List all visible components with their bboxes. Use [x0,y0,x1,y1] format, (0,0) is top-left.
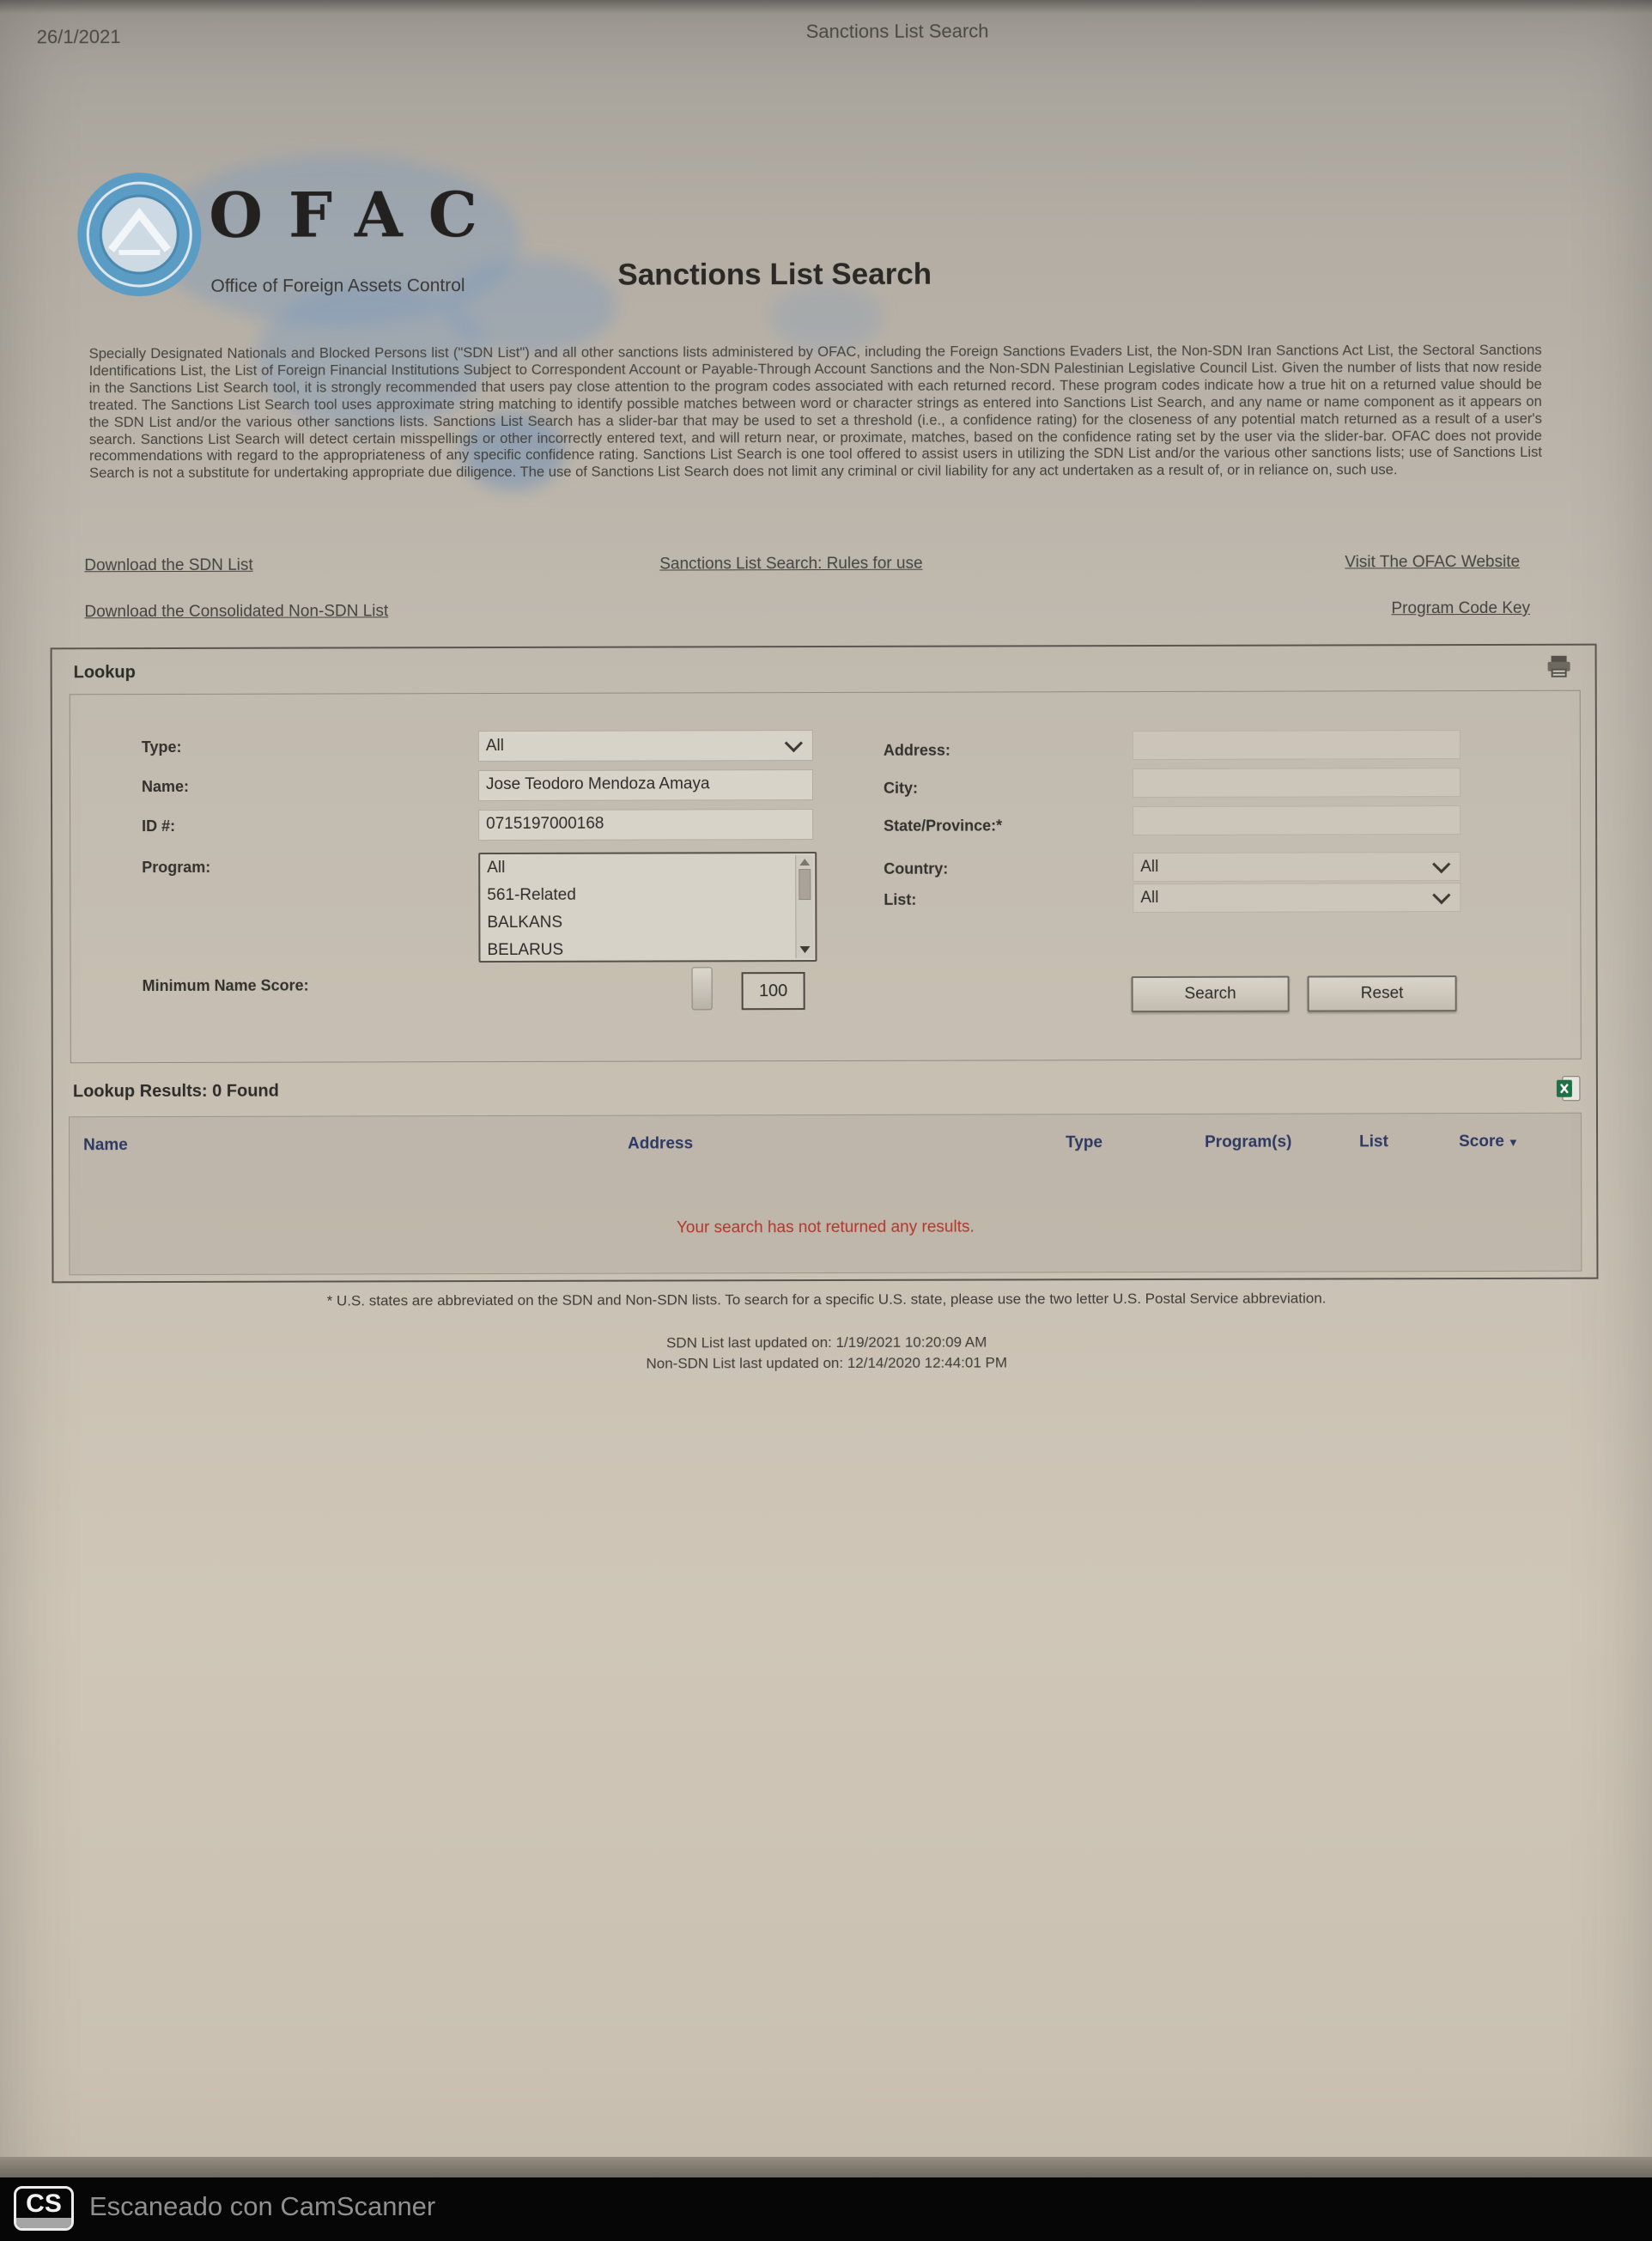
link-download-consolidated-non-sdn[interactable]: Download the Consolidated Non-SDN List [84,602,389,622]
program-option[interactable]: BELARUS [487,940,564,960]
chevron-down-icon [1432,855,1450,873]
id-label: ID #: [142,817,176,835]
column-header-score[interactable] [1459,1133,1519,1151]
chevron-down-icon [785,733,803,751]
non-sdn-last-updated: Non-SDN List last updated on: 12/14/2020 12:44:01 PM [646,1354,1008,1372]
address-label: Address: [883,741,951,759]
program-option[interactable]: All [487,858,506,878]
ofac-logo-subtitle: Office of Foreign Assets Control [210,276,465,296]
list-select[interactable] [1133,883,1461,913]
link-rules-for-use[interactable]: Sanctions List Search: Rules for use [659,554,923,574]
link-visit-ofac-website[interactable]: Visit The OFAC Website [1345,552,1521,572]
scan-page-title: Sanctions List Search [805,20,989,43]
country-label: Country: [884,859,949,878]
city-label: City: [883,779,919,797]
sort-descending-icon: ▼ [1507,1135,1519,1149]
column-header-address[interactable]: Address [628,1134,694,1153]
program-listbox-scrollbar[interactable] [795,855,813,958]
reset-button[interactable]: Reset [1308,975,1457,1011]
intro-paragraph: Specially Designated Nationals and Blocked Persons list ("SDN List") and all other sanctions lists administered by OFAC, including the Foreign Sanctions Evaders List, the Non-SDN Iran Sanctions Act List, the Sectoral Sanctions Identifications List, the List of Foreign Financial Institutions Subject to Correspondent Account or Payable-Through Account Sanctions and the Non-SDN Palestinian Legislative Council List. Given the number of lists that now reside in the Sanctions List Search tool, it is strongly recommended that users pay close attention to the program codes associated with each returned record. These program codes indicate how a true hit on a returned value should be treated. The Sanctions List Search tool uses approximate string matching to identify possible matches between word or character strings as entered into Sanctions List Search, and any name or name component as it appears on the SDN List and/or the various other sanctions lists. Sanctions List Search has a slider-bar that may be used to set a threshold (i.e., a confidence rating) for the closeness of any potential match returned as a result of a user's search. Sanctions List Search will detect certain misspellings or other incorrectly entered text, and will return near, or proximate, matches, based on the confidence rating set by the user via the slider-bar. OFAC does not provide recommendations with regard to the appropriateness of any specific confidence rating. Sanctions List Search is one tool offered to assist users in utilizing the SDN List and/or the various other sanctions lists; use of Sanctions List Search is not a substitute for undertaking appropriate due diligence. The use of Sanctions List Search does not limit any criminal or civil liability for any act undertaken as a result of, or in reliance on, such use. [88,341,1542,482]
id-input[interactable]: 0715197000168 [478,809,813,841]
scan-bottom-edge [0,2157,1652,2177]
camscanner-logo-base [16,2218,71,2228]
states-abbreviation-note: * U.S. states are abbreviated on the SDN and Non-SDN lists. To search for a specific U.S. state, please use the two letter U.S. Postal Service abbreviation. [326,1290,1327,1309]
treasury-seal-logo [75,170,203,299]
program-option[interactable]: BALKANS [487,913,563,932]
page-title: Sanctions List Search [617,257,932,292]
program-option[interactable]: 561-Related [487,885,576,905]
worldmap-watermark [770,283,882,352]
name-input[interactable]: Jose Teodoro Mendoza Amaya [478,769,813,801]
camscanner-logo-text: CS [26,2189,62,2218]
state-province-input[interactable] [1133,805,1461,835]
scroll-down-icon[interactable] [799,946,810,953]
country-select-value: All [1140,857,1159,877]
column-header-list[interactable]: List [1359,1133,1388,1151]
program-listbox[interactable] [478,852,817,963]
lookup-results-title: Lookup Results: 0 Found [72,1081,279,1102]
no-results-message: Your search has not returned any results. [676,1218,975,1237]
camscanner-label: Escaneado con CamScanner [89,2191,436,2221]
scan-edge-shadow [0,0,1652,14]
name-label: Name: [141,777,190,796]
name-score-slider[interactable] [692,967,713,1010]
minimum-name-score-label: Minimum Name Score: [142,976,309,995]
scan-date: 26/1/2021 [36,26,121,48]
lookup-title: Lookup [73,663,136,683]
column-header-type[interactable]: Type [1066,1133,1103,1152]
column-header-programs[interactable]: Program(s) [1205,1133,1292,1151]
address-input[interactable] [1133,730,1461,760]
scrollbar-thumb[interactable] [799,869,811,900]
print-icon[interactable] [1545,654,1574,680]
sdn-last-updated: SDN List last updated on: 1/19/2021 10:20:09 AM [665,1333,987,1351]
results-table [69,1113,1582,1276]
list-label: List: [884,890,917,908]
link-program-code-key[interactable]: Program Code Key [1391,598,1531,618]
list-select-value: All [1140,888,1159,908]
type-select-value: All [485,736,505,756]
search-button[interactable]: Search [1132,976,1290,1012]
chevron-down-icon [1432,886,1450,904]
minimum-name-score-input[interactable]: 100 [742,972,805,1010]
type-select[interactable] [478,730,813,762]
column-header-name[interactable]: Name [83,1136,128,1155]
export-excel-icon[interactable] [1556,1075,1582,1102]
city-input[interactable] [1133,768,1461,798]
country-select[interactable] [1133,852,1461,882]
camscanner-logo [14,2186,74,2231]
link-download-sdn-list[interactable]: Download the SDN List [84,556,253,575]
program-label: Program: [142,858,211,877]
column-header-score-label: Score [1459,1132,1504,1151]
type-label: Type: [141,738,182,756]
ofac-logo-text: OFAC [209,177,504,252]
camscanner-bar [0,2177,1652,2241]
state-province-label: State/Province:* [884,817,1003,835]
worldmap-watermark [444,258,616,354]
scroll-up-icon[interactable] [799,859,810,865]
